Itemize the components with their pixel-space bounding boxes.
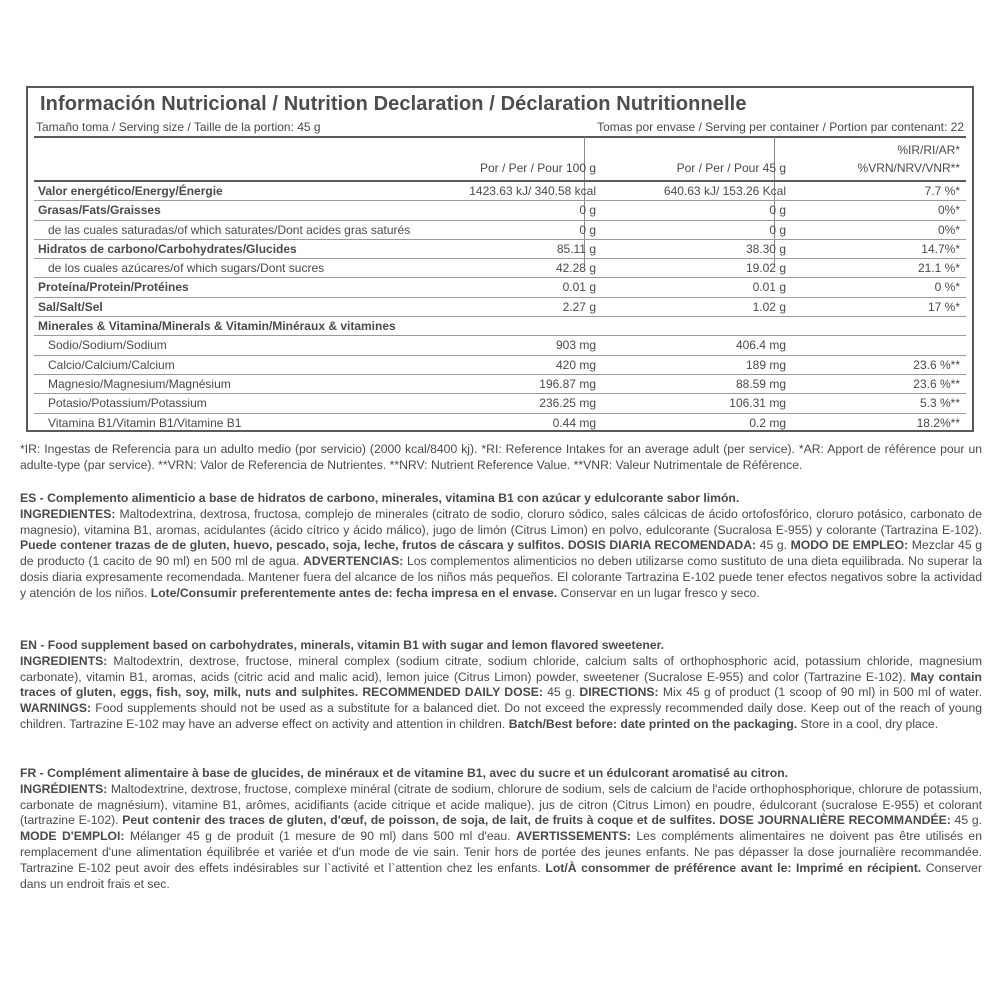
- row-label: de las cuales saturadas/of which saturates/Dont acides gras saturés: [48, 222, 411, 237]
- row-ref: 5.3 %**: [919, 396, 960, 411]
- es-dose: 45 g.: [756, 538, 791, 553]
- row-label: Magnesio/Magnesium/Magnésium: [48, 376, 231, 391]
- row-label: Valor energético/Energy/Énergie: [38, 184, 223, 198]
- row-ref: 23.6 %**: [913, 376, 960, 391]
- fr-ingredients: Maltodextrine, dextrose, fructose, complexe minéral (citrate de sodium, chlorure de sodium, sels de calcium de l'acide orthophosphorique, chlorure de potassium, carbonate de magnésium), vitamine B1, arômes, acidifiants (acide citrique et acide malique), jus de citron (Citrus Limon) en poudre, édulcorant (sucralose E-955) et colorant (tartrazine E-102).: [20, 781, 982, 828]
- row-per45: 189 mg: [745, 357, 786, 372]
- row-per100: 196.87 mg: [539, 376, 596, 391]
- row-per45: 406.4 mg: [735, 338, 786, 353]
- en-traces: May contain traces of gluten, eggs, fish, soy, milk, nuts and sulphites.: [20, 669, 982, 700]
- row-ref: 0 %*: [934, 280, 960, 295]
- table-row: [34, 394, 966, 413]
- en-dose: 45 g.: [542, 685, 580, 700]
- table-row: [34, 201, 966, 220]
- row-per100: 0 g: [579, 203, 596, 218]
- fr-warn: Les compléments alimentaires ne doivent pas être utilisés en remplacement d'une alimentation équilibrée et variée et d'un mode de vie sain. Tenir hors de portée des jeunes enfants. Ne pas dépasser la dose journalière recommandée. Tartrazine E-102 peut avoir des effets indésirables sur l`activité et l`attention chez les enfants.: [20, 829, 982, 875]
- fr-ingredients-label: INGRÉDIENTS:: [20, 781, 108, 796]
- per45-header: Por / Per / Pour 45 g: [676, 161, 786, 175]
- row-per45: 19.02 g: [745, 261, 786, 276]
- section-fr: [20, 766, 982, 892]
- row-ref: 18.2%**: [916, 415, 960, 430]
- row-label: Sodio/Sodium/Sodium: [48, 338, 167, 353]
- row-ref: 7.7 %*: [924, 184, 960, 198]
- ref-header-2: %VRN/NRV/VNR**: [857, 161, 960, 175]
- row-label: Minerales & Vitamina/Minerals & Vitamin/Minéraux & vitamines: [38, 319, 396, 334]
- row-per100: 0 g: [579, 222, 596, 237]
- fr-lot: Lot/À consommer de préférence avant le: Imprimé en récipient.: [545, 860, 922, 875]
- table-row: [34, 221, 966, 240]
- fr-use: Mélanger 45 g de produit (1 mesure de 90 ml) dans 500 ml d'eau.: [124, 829, 516, 844]
- row-label: Proteína/Protein/Protéines: [38, 280, 189, 295]
- table-row: [34, 298, 966, 317]
- es-storage: Conservar en un lugar fresco y seco.: [557, 585, 760, 600]
- table-row: [34, 375, 966, 394]
- es-traces: Puede contener trazas de de gluten, huevo, pescado, soja, leche, frutos de cáscara y sulfitos.: [20, 538, 565, 553]
- nutrition-title: Información Nutricional / Nutrition Declaration / Déclaration Nutritionnelle: [40, 93, 747, 115]
- section-en: [20, 638, 982, 733]
- section-es: [20, 491, 982, 602]
- per100-header: Por / Per / Pour 100 g: [479, 161, 596, 175]
- row-per45: 38.30 g: [745, 241, 786, 256]
- table-rows: [34, 182, 966, 433]
- servings-per-container: Tomas por envase / Serving per container / Portion par contenant: 22: [597, 120, 964, 134]
- es-use-label: MODO DE EMPLEO:: [790, 538, 909, 553]
- nutrition-table: [26, 86, 974, 432]
- row-per100: 903 mg: [555, 338, 596, 353]
- row-per100: 236.25 mg: [539, 396, 596, 411]
- row-per100: 2.27 g: [562, 299, 596, 314]
- row-per100: 85.11 g: [556, 241, 596, 256]
- row-per45: 0.01 g: [752, 280, 786, 295]
- en-heading: EN - Food supplement based on carbohydrates, minerals, vitamin B1 with sugar and lemon flavored sweetener.: [20, 638, 665, 652]
- row-per45: 640.63 kJ/ 153.26 Kcal: [663, 184, 786, 198]
- row-per45: 88.59 mg: [735, 376, 786, 391]
- row-per45: 0.2 mg: [749, 415, 786, 430]
- es-ingredients: Maltodextrina, dextrosa, fructosa, complejo de minerales (citrato de sodio, cloruro sódico, sales cálcicas de ácido ortofosfórico, cloruro potásico, carbonato de magnesio), vitamina B1, aromas, acidulantes (ácido cítrico y ácido málico), jugo de limón (Citrus Limon) en polvo, edulcorante (Sucralosa E-955) y colorante (Tartrazina E-102).: [20, 506, 982, 537]
- row-per45: 106.31 mg: [729, 396, 786, 411]
- row-per100: 0.44 mg: [552, 415, 596, 430]
- table-row: [34, 356, 966, 375]
- en-dose-label: RECOMMENDED DAILY DOSE:: [358, 685, 543, 700]
- en-use: Mix 45 g of product (1 scoop of 90 ml) in 500 ml of water.: [658, 685, 982, 700]
- es-dose-label: DOSIS DIARIA RECOMENDADA:: [564, 538, 757, 553]
- fr-dose: 45 g.: [950, 813, 982, 828]
- en-warn: Food supplements should not be used as a substitute for a balanced diet. Do not exceed the expressly recommended daily dose. Keep out of the reach of young children. Tartrazine E-102 may have an adverse effect on activity and attention in children.: [20, 701, 982, 731]
- fr-storage: Conserver dans un endroit frais et sec.: [20, 860, 982, 891]
- table-row: [34, 278, 966, 297]
- row-per100: 1423.63 kJ/ 340.58 kcal: [469, 184, 596, 198]
- row-per45: 1.02 g: [752, 299, 786, 314]
- fr-dose-label: DOSE JOURNALIÈRE RECOMMANDÉE:: [715, 813, 951, 828]
- en-warn-label: WARNINGS:: [20, 701, 92, 716]
- es-use: Mezclar 45 g de producto (1 cacito de 90 ml) en 500 ml de agua.: [20, 538, 982, 569]
- table-row: [34, 336, 966, 355]
- row-ref: 21.1 %*: [917, 261, 960, 276]
- row-label: Vitamina B1/Vitamin B1/Vitamine B1: [48, 415, 242, 430]
- row-label: Calcio/Calcium/Calcium: [48, 357, 175, 372]
- row-per100: 420 mg: [555, 357, 596, 372]
- row-per45: 0 g: [769, 203, 786, 218]
- table-row: [34, 414, 966, 433]
- fr-use-label: MODE D'EMPLOI:: [20, 829, 125, 844]
- es-warn: Los complementos alimenticios no deben utilizarse como sustituto de una dieta equilibrada. No superar la dosis diaria expresamente recomendada. Mantener fuera del alcance de los niños más pequeños. El colorante Tartrazina E-102 puede tener efectos negativos sobre la actividad y atención de los niños.: [20, 554, 982, 600]
- table-row: [34, 240, 966, 259]
- row-ref: 14.7%*: [921, 241, 960, 256]
- row-label: Hidratos de carbono/Carbohydrates/Glucides: [38, 241, 297, 256]
- es-lot: Lote/Consumir preferentemente antes de: fecha impresa en el envase.: [150, 585, 558, 600]
- table-header: [34, 138, 966, 180]
- en-use-label: DIRECTIONS:: [579, 685, 659, 700]
- row-ref: 17 %*: [927, 299, 960, 314]
- row-ref: 0%*: [937, 222, 960, 237]
- row-per45: 0 g: [769, 222, 786, 237]
- row-label: Grasas/Fats/Graisses: [38, 203, 161, 218]
- row-label: Sal/Salt/Sel: [38, 299, 103, 314]
- row-ref: 0%*: [937, 203, 960, 218]
- fr-warn-label: AVERTISSEMENTS:: [516, 829, 631, 844]
- en-storage: Store in a cool, dry place.: [797, 716, 939, 731]
- es-warn-label: ADVERTENCIAS:: [303, 554, 404, 569]
- table-row: [34, 259, 966, 278]
- en-ingredients-label: INGREDIENTS:: [20, 653, 108, 668]
- row-per100: 42.28 g: [555, 261, 596, 276]
- en-lot: Batch/Best before: date printed on the packaging.: [508, 716, 798, 731]
- row-per100: 0.01 g: [562, 280, 596, 295]
- es-heading: ES - Complemento alimenticio a base de hidratos de carbono, minerales, vitamina B1 con azúcar y edulcorante sabor limón.: [20, 491, 740, 505]
- row-label: Potasio/Potassium/Potassium: [48, 396, 207, 411]
- fr-heading: FR - Complément alimentaire à base de glucides, de minéraux et de vitamine B1, avec du sucre et un édulcorant aromatisé au citron.: [20, 766, 789, 780]
- ref-header-1: %IR/RI/AR*: [897, 143, 960, 157]
- en-ingredients: Maltodextrin, dextrose, fructose, mineral complex (sodium citrate, sodium chloride, calcium salts of orthophosphoric acid, potassium chloride, magnesium carbonate), vitamin B1, aromas, acids (citric acid and malic acid), lemon juice (Citrus Limon) powder, sweetener (Sucralose E-955) and color (Tartrazine E-102).: [20, 653, 982, 684]
- es-ingredients-label: INGREDIENTES:: [20, 506, 116, 521]
- fr-traces: Peut contenir des traces de gluten, d'œuf, de poisson, de soja, de lait, de fruits à coque et de sulfites.: [122, 813, 716, 828]
- row-ref: 23.6 %**: [913, 357, 960, 372]
- serving-size: Tamaño toma / Serving size / Taille de la portion: 45 g: [36, 120, 321, 134]
- table-row: [34, 182, 966, 201]
- table-row: [34, 317, 966, 336]
- row-label: de los cuales azúcares/of which sugars/Dont sucres: [48, 261, 325, 276]
- footnote: *IR: Ingestas de Referencia para un adulto medio (por servicio) (2000 kcal/8400 kj). *RI: Reference Intakes for an average adult (per service). *AR: Apport de référence pour un adulte-type (par service). **VRN: Valor de Referencia de Nutrientes. **NRV: Nutrient Reference Value. **VNR: Valeur Nutrimentale de Référence.: [20, 442, 982, 472]
